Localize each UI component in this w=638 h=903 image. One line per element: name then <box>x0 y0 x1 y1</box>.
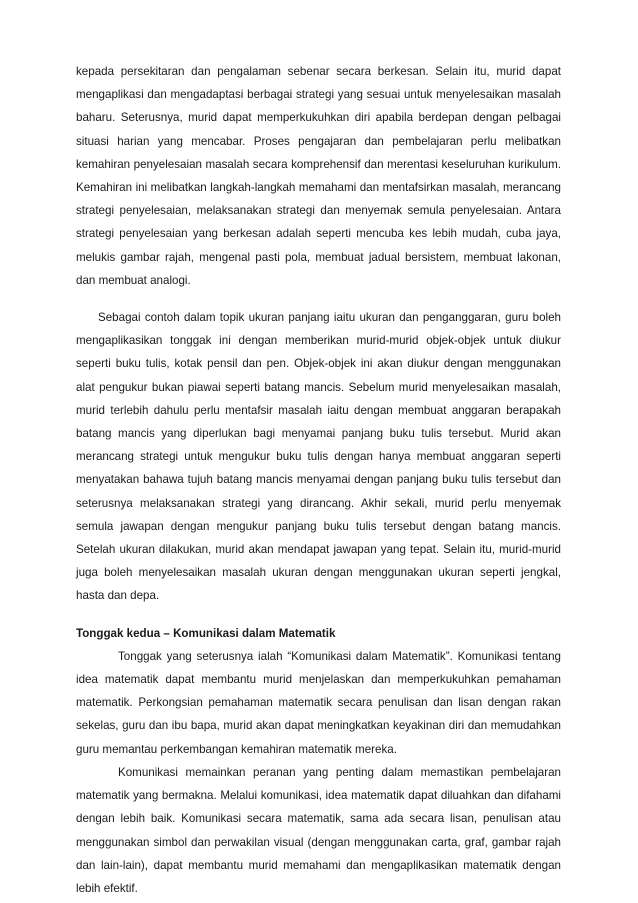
paragraph-communication-intro: Tonggak yang seterusnya ialah “Komunikasi dalam Matematik”. Komunikasi tentang idea matematik dapat membantu murid menjelaskan dan memperkukuhkan pemahaman matematik. Perkongsian pemahaman matematik secara penulisan dan lisan dengan rakan sekelas, guru dan ibu bapa, murid akan dapat meningkatkan keyakinan diri dan memudahkan guru memantau perkembangan kemahiran matematik mereka. <box>76 649 561 756</box>
paragraph-gap <box>76 292 561 306</box>
paragraph-gap <box>76 608 561 622</box>
document-body <box>76 60 561 900</box>
paragraph-communication-role: Komunikasi memainkan peranan yang penting dalam memastikan pembelajaran matematik yang bermakna. Melalui komunikasi, idea matematik dapat diluahkan dan difahami dengan lebih baik. Komunikasi secara matematik, sama ada secara lisan, penulisan atau menggunakan simbol dan perwakilan visual (dengan menggunakan carta, graf, gambar rajah dan lain-lain), dapat membantu murid memahami dan mengaplikasikan matematik dengan lebih efektif. <box>76 765 561 895</box>
paragraph-problem-solving-continued: kepada persekitaran dan pengalaman sebenar secara berkesan. Selain itu, murid dapat mengaplikasi dan mengadaptasi berbagai strategi yang sesuai untuk menyelesaikan masalah baharu. Seterusnya, murid dapat memperkukuhkan diri apabila berdepan dengan pelbagai situasi harian yang mencabar. Proses pengajaran dan pembelajaran perlu melibatkan kemahiran penyelesaian masalah secara komprehensif dan merentasi keseluruhan kurikulum. Kemahiran ini melibatkan langkah-langkah memahami dan mentafsirkan masalah, merancang strategi penyelesaian, melaksanakan strategi dan menyemak semula penyelesaian. Antara strategi penyelesaian yang berkesan adalah seperti mencuba kes lebih mudah, cuba jaya, melukis gambar rajah, mengenal pasti pola, membuat jadual bersistem, membuat lakonan, dan membuat analogi. <box>76 65 561 287</box>
paragraph-measurement-example: Sebagai contoh dalam topik ukuran panjang iaitu ukuran dan penganggaran, guru boleh mengaplikasikan tonggak ini dengan memberikan murid-murid objek-objek untuk diukur seperti buku tulis, kotak pensil dan pen. Objek-objek ini akan diukur dengan menggunakan alat pengukur bukan piawai seperti batang mancis. Sebelum murid menyelesaikan masalah, murid terlebih dahulu perlu mentafsir masalah iaitu dengan membuat anggaran berapakah batang mancis yang diperlukan bagi menyamai panjang buku tulis tersebut. Murid akan merancang strategi untuk mengukur buku tulis dengan hanya membuat anggaran seperti menyatakan bahawa tujuh batang mancis menyamai dengan panjang buku tulis tersebut dan seterusnya melaksanakan strategi yang dirancang. Akhir sekali, murid perlu menyemak semula jawapan dengan mengukur panjang buku tulis tersebut dengan batang mancis. Setelah ukuran dilakukan, murid akan mendapat jawapan yang tepat. Selain itu, murid-murid juga boleh menyelesaikan masalah ukuran dengan menggunakan ukuran seperti jengkal, hasta dan depa. <box>76 311 561 603</box>
section-heading: Tonggak kedua – Komunikasi dalam Matematik <box>76 626 336 640</box>
